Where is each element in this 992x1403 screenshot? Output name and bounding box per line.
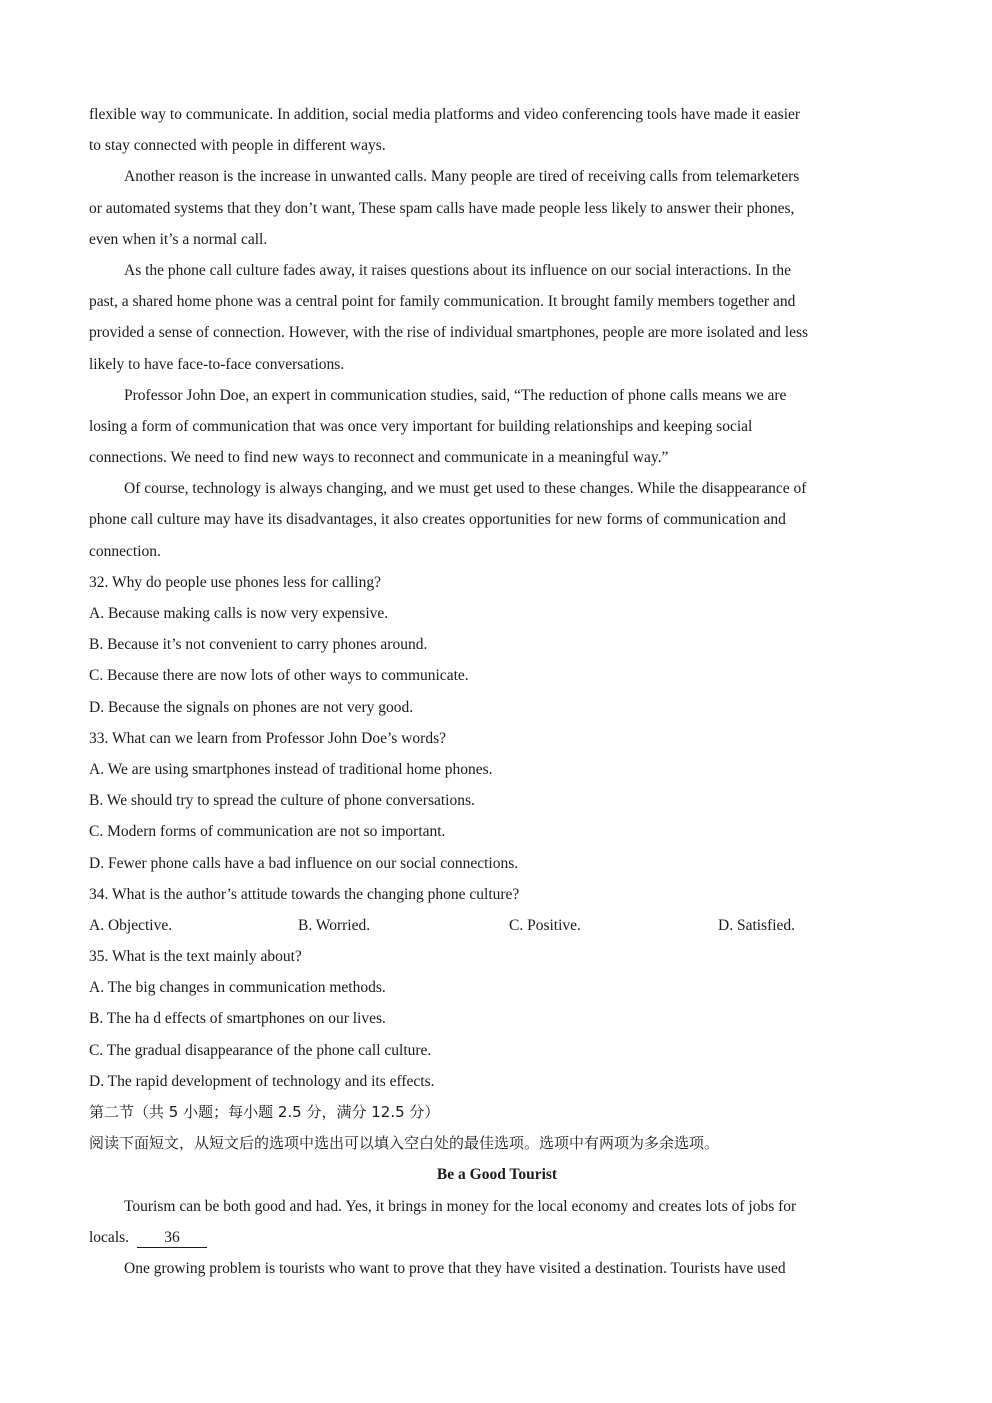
- passage-line: connections. We need to find new ways to reconnect and communicate in a meaningful way.”: [89, 449, 669, 467]
- section-heading: 第二节（共 5 小题；每小题 2.5 分，满分 12.5 分）: [89, 1103, 440, 1121]
- question-32: [89, 567, 905, 723]
- answer-option: B. Worried.: [298, 916, 371, 934]
- passage-line: connection.: [89, 542, 161, 560]
- section-2: [89, 1097, 905, 1284]
- question-33: [89, 723, 905, 879]
- passage-line: Professor John Doe, an expert in communication studies, said, “The reduction of phone calls means we are: [124, 386, 787, 404]
- answer-option: B. The ha d effects of smartphones on our lives.: [89, 1010, 386, 1028]
- answer-option: D. Because the signals on phones are not very good.: [89, 698, 414, 716]
- answer-option: D. Fewer phone calls have a bad influence on our social connections.: [89, 854, 519, 872]
- passage-line: past, a shared home phone was a central point for family communication. It brought family members together and: [89, 293, 796, 311]
- passage-line: phone call culture may have its disadvantages, it also creates opportunities for new forms of communication and: [89, 511, 786, 529]
- passage-line: losing a form of communication that was once very important for building relationships and keeping social: [89, 417, 753, 435]
- document-page: [89, 99, 905, 1284]
- passage-line: As the phone call culture fades away, it raises questions about its influence on our social interactions. In the: [124, 261, 792, 279]
- passage-line: to stay connected with people in different ways.: [89, 137, 386, 155]
- passage-line: flexible way to communicate. In addition, social media platforms and video conferencing tools have made it easier: [89, 106, 801, 123]
- answer-option: C. The gradual disappearance of the phone call culture.: [89, 1041, 432, 1059]
- passage-line: [89, 1222, 905, 1253]
- answer-option: C. Because there are now lots of other ways to communicate.: [89, 667, 469, 685]
- question-stem: 33. What can we learn from Professor John Doe’s words?: [89, 729, 446, 747]
- answer-options-row: [89, 910, 905, 941]
- passage-line: One growing problem is tourists who want to prove that they have visited a destination. Tourists have used: [124, 1259, 786, 1277]
- answer-option: A. Objective.: [89, 916, 173, 934]
- passage-title: Be a Good Tourist: [436, 1166, 558, 1184]
- answer-option: B. Because it’s not convenient to carry phones around.: [89, 636, 428, 654]
- question-stem: 34. What is the author’s attitude towards the changing phone culture?: [89, 885, 520, 903]
- passage-text: [89, 99, 905, 567]
- passage-line: even when it’s a normal call.: [89, 230, 268, 248]
- answer-option: A. Because making calls is now very expensive.: [89, 605, 389, 622]
- passage-line: provided a sense of connection. However, with the rise of individual smartphones, people are more isolated and less: [89, 324, 809, 342]
- passage-line: Of course, technology is always changing, and we must get used to these changes. While the disappearance of: [124, 480, 807, 498]
- question-stem: 32. Why do people use phones less for calling?: [89, 573, 381, 591]
- question-stem: 35. What is the text mainly about?: [89, 948, 302, 966]
- passage-text-fragment: locals.: [89, 1228, 130, 1246]
- answer-option: C. Positive.: [509, 916, 581, 934]
- passage-line: likely to have face-to-face conversations.: [89, 355, 345, 373]
- answer-option: A. The big changes in communication methods.: [89, 979, 386, 997]
- answer-option: D. Satisfied.: [718, 916, 796, 934]
- passage-line: or automated systems that they don’t want, These spam calls have made people less likely to answer their phones,: [89, 199, 795, 217]
- answer-blank-36: 36: [137, 1229, 207, 1248]
- question-35: [89, 941, 905, 1097]
- passage-line: Tourism can be both good and had. Yes, it brings in money for the local economy and creates lots of jobs for: [124, 1197, 797, 1215]
- passage-line: Another reason is the increase in unwanted calls. Many people are tired of receiving calls from telemarketers: [124, 168, 800, 186]
- answer-option: C. Modern forms of communication are not so important.: [89, 823, 446, 841]
- answer-option: D. The rapid development of technology and its effects.: [89, 1072, 435, 1090]
- section-instruction: 阅读下面短文，从短文后的选项中选出可以填入空白处的最佳选项。选项中有两项为多余选项。: [89, 1134, 720, 1153]
- answer-option: B. We should try to spread the culture of phone conversations.: [89, 792, 475, 810]
- question-34: [89, 879, 905, 941]
- answer-option: A. We are using smartphones instead of traditional home phones.: [89, 760, 493, 778]
